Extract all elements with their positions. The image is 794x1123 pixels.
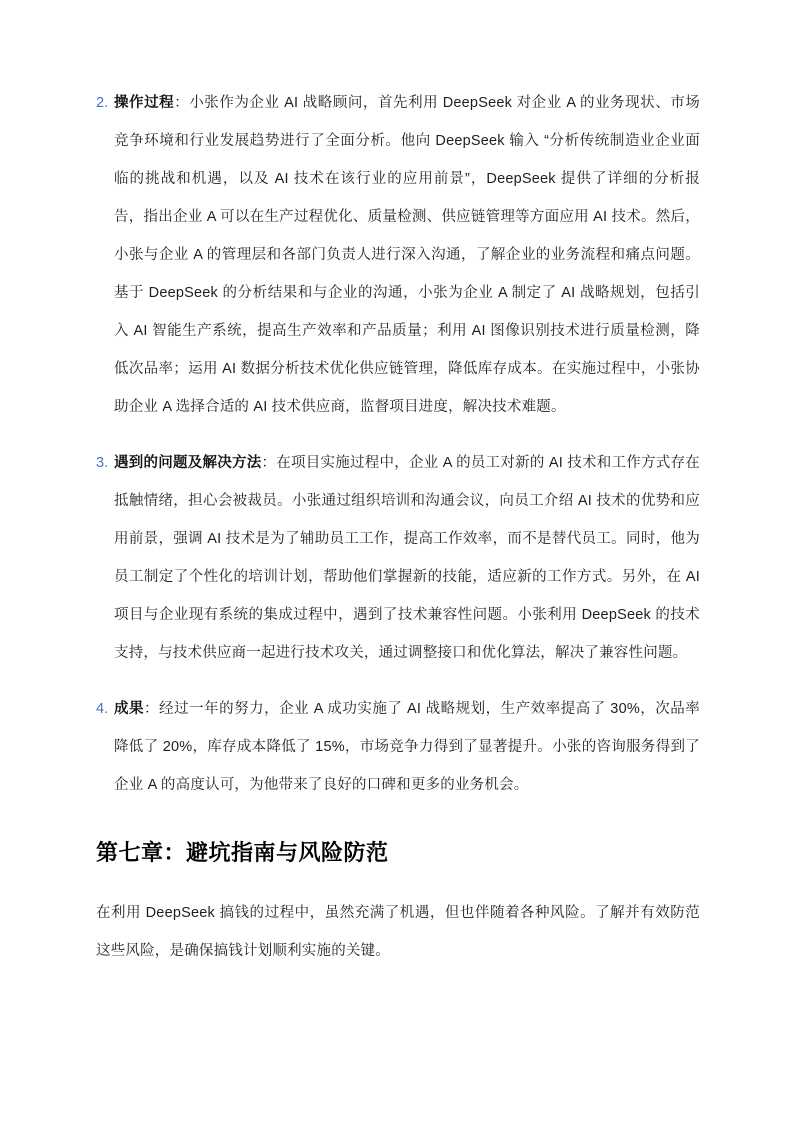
list-item-number: 3. [96,455,109,471]
chapter-heading: 第七章：避坑指南与风险防范 [96,840,389,865]
list-item [96,444,700,672]
list-item [96,690,700,804]
list-item-content [114,84,700,426]
list-item-label: 遇到的问题及解决方法 [114,455,262,471]
list-item-label: 操作过程 [114,95,175,111]
list-item-content [114,444,700,672]
list-item-text: ：经过一年的努力，企业 A 成功实施了 AI 战略规划，生产效率提高了 30%，次品率降低了 20%，库存成本降低了 15%，市场竞争力得到了显著提升。小张的咨询服务得到了企业 A 的高度认可，为他带来了良好的口碑和更多的业务机会。 [114,701,700,793]
list-item-label: 成果 [114,701,145,717]
closing-paragraph: 在利用 DeepSeek 搞钱的过程中，虽然充满了机遇，但也伴随着各种风险。了解并有效防范这些风险，是确保搞钱计划顺利实施的关键。 [96,905,700,959]
ordered-list [96,84,700,804]
list-item-text: ：小张作为企业 AI 战略顾问，首先利用 DeepSeek 对企业 A 的业务现状、市场竞争环境和行业发展趋势进行了全面分析。他向 DeepSeek 输入 “分析传统制造业企业面临的挑战和机遇，以及 AI 技术在该行业的应用前景”，DeepSeek 提供了详细的分析报告，指出企业 A 可以在生产过程优化、质量检测、供应链管理等方面应用 AI 技术。然后，小张与企业 A 的管理层和各部门负责人进行深入沟通，了解企业的业务流程和痛点问题。基于 DeepSeek 的分析结果和与企业的沟通，小张为企业 A 制定了 AI 战略规划，包括引入 AI 智能生产系统，提高生产效率和产品质量；利用 AI 图像识别技术进行质量检测，降低次品率；运用 AI 数据分析技术优化供应链管理，降低库存成本。在实施过程中，小张协助企业 A 选择合适的 AI 技术供应商，监督项目进度，解决技术难题。 [114,95,700,415]
list-item-text: ：在项目实施过程中，企业 A 的员工对新的 AI 技术和工作方式存在抵触情绪，担心会被裁员。小张通过组织培训和沟通会议，向员工介绍 AI 技术的优势和应用前景，强调 AI 技术是为了辅助员工工作，提高工作效率，而不是替代员工。同时，他为员工制定了个性化的培训计划，帮助他们掌握新的技能，适应新的工作方式。另外，在 AI 项目与企业现有系统的集成过程中，遇到了技术兼容性问题。小张利用 DeepSeek 的技术支持，与技术供应商一起进行技术攻关，通过调整接口和优化算法，解决了兼容性问题。 [114,455,701,661]
list-item-content [114,690,700,804]
list-item-number: 2. [96,95,109,111]
list-item-number: 4. [96,701,109,717]
list-item [96,84,700,426]
